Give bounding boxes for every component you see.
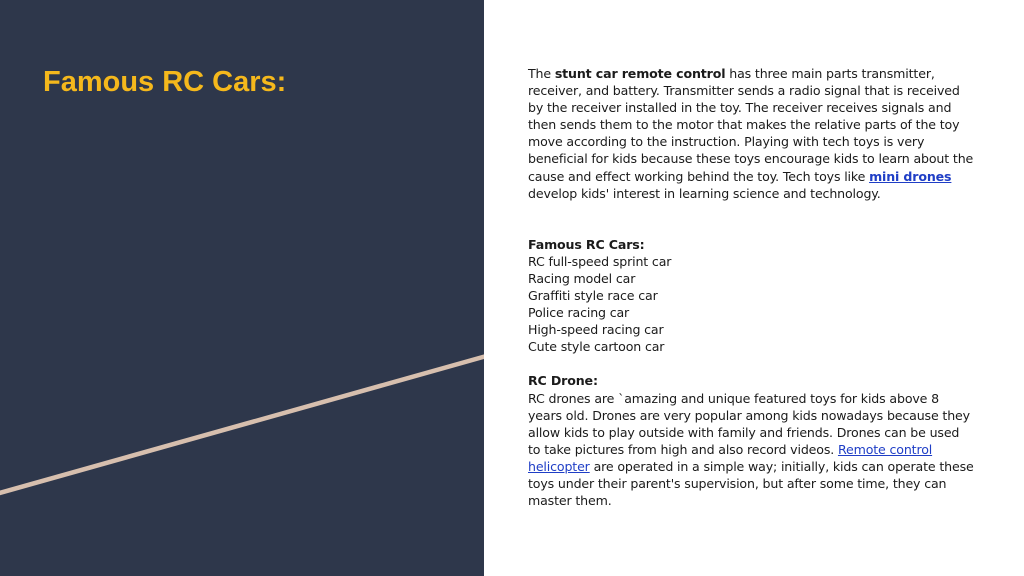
intro-paragraph [528,65,974,202]
list-item: Cute style cartoon car [528,339,665,355]
cars-list [528,253,974,356]
drone-text: RC drones are `amazing and unique featured toys for kids above 8 years old. Drones are very popular among kids nowadays because they allow kids to play outside with family and friends. Drones can be used to take pictures from high and also record videos. [528,390,970,457]
list-item: Racing model car [528,270,636,286]
spacer [528,355,974,372]
slide-title: Famous RC Cars: [43,66,287,98]
intro-text: has three main parts transmitter, receiver, and battery. Transmitter sends a radio signal that is received by the receiver installed in the toy. The receiver receives signals and then sends them to the motor that makes the relative parts of the toy move according to the instruction. Playing with tech toys is very beneficial for kids because these toys encourage kids to learn about the cause and effect working behind the toy. Tech toys like [528,66,974,184]
diagonal-line [0,355,484,494]
drone-text-end: are operated in a simple way; initially, kids can operate these toys under their parent's supervision, but after some time, they can master them. [528,458,974,509]
spacer [528,202,974,236]
drone-heading-text: RC Drone: [528,373,598,389]
drone-heading [528,372,974,389]
intro-bold-term: stunt car remote control [554,66,726,81]
remote-control-helicopter-link[interactable]: Remote control helicopter [528,441,933,474]
intro-text-end: develop kids' interest in learning science and technology. [528,185,881,201]
intro-prefix: The [528,66,555,81]
list-item: Police racing car [528,305,630,321]
list-item: Graffiti style race car [528,288,658,304]
text-content [528,65,974,509]
list-item: RC full-speed sprint car [528,253,672,269]
drone-paragraph [528,390,974,510]
mini-drones-link[interactable]: mini drones [869,168,952,184]
left-panel [0,0,484,576]
list-item: High-speed racing car [528,322,664,338]
cars-heading [528,236,974,253]
cars-heading-text: Famous RC Cars: [528,236,645,252]
